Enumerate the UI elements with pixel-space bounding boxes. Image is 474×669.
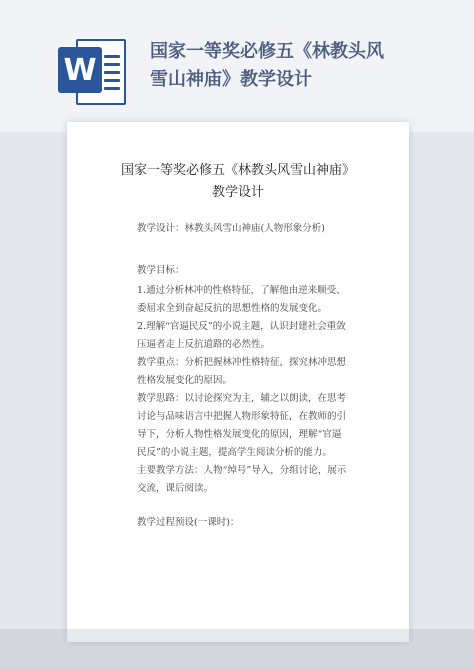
paragraph-objective-1: 1.通过分析林冲的性格特征，了解他由逆来顺受、委屈求全到奋起反抗的思想性格的发展变化。 xyxy=(137,285,346,314)
title-line-1: 国家一等奖必修五《林教头风 xyxy=(150,41,384,62)
document-title-heading xyxy=(150,38,450,94)
word-document-icon xyxy=(58,39,128,107)
document-page xyxy=(67,122,409,642)
watermark-band xyxy=(0,629,474,669)
paragraph-objectives-heading: 教学目标： xyxy=(137,265,185,276)
paragraph-key-points: 教学重点：分析把握林冲性格特征，探究林冲思想性格发展变化的原因。 xyxy=(137,357,347,386)
document-title xyxy=(77,160,399,204)
document-title-line-1: 国家一等奖必修五《林教头风雪山神庙》 xyxy=(120,163,355,178)
paragraph-teaching-methods: 主要教学方法：人物“绰号”导入，分组讨论，展示交流，课后阅读。 xyxy=(137,465,347,494)
document-title-line-2: 教学设计 xyxy=(211,185,264,200)
word-badge: W xyxy=(58,47,102,93)
paragraph-process: 教学过程预设(一课时)： xyxy=(137,517,240,528)
paragraph-objective-2: 2.理解“官逼民反”的小说主题，认识封建社会重敛压逼者走上反抗道路的必然性。 xyxy=(137,321,346,350)
preview-header xyxy=(0,0,474,132)
title-line-2: 雪山神庙》教学设计 xyxy=(150,69,312,90)
paragraph-teaching-approach: 教学思路：以讨论探究为主，辅之以朗读，在思考讨论与品味语言中把握人物形象特征，在教师的引导下，分析人物性格发展变化的原因，理解“官逼民反”的小说主题，提高学生阅读分析的能力。 xyxy=(137,393,347,458)
paragraph-design: 教学设计：林教头风雪山神庙(人物形象分析) xyxy=(137,223,325,234)
